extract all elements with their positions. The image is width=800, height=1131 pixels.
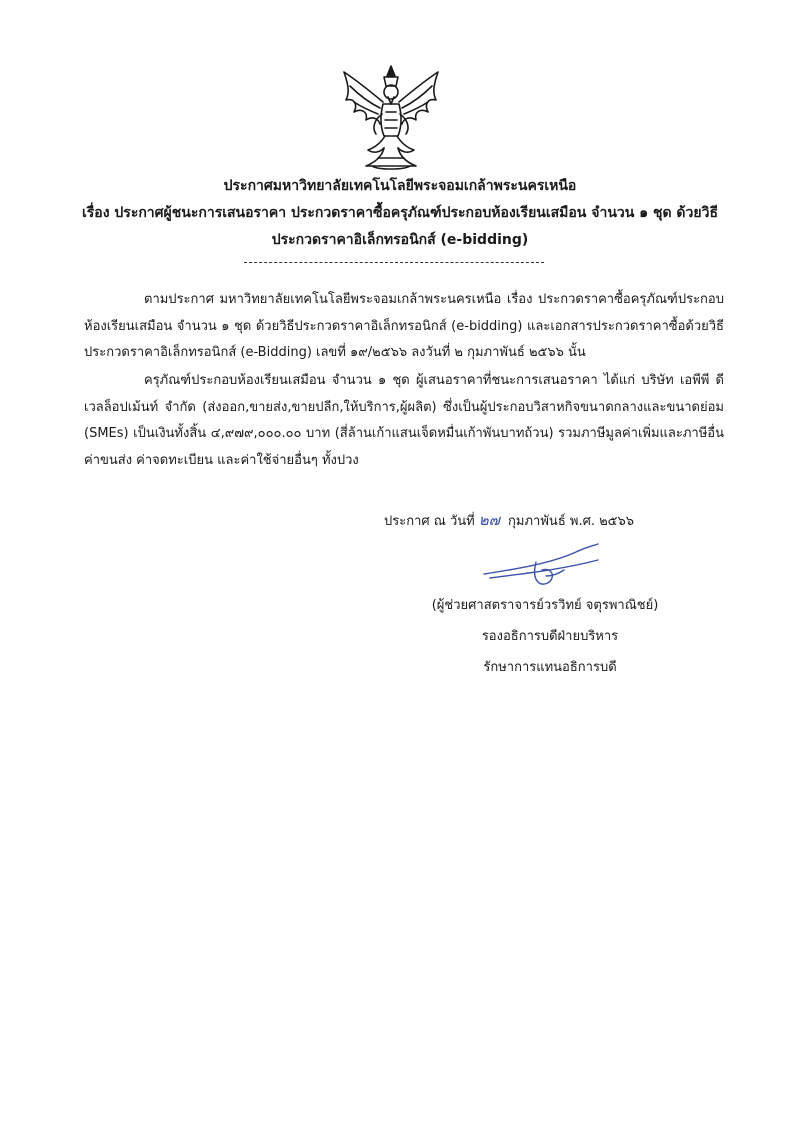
- signatory-name: (ผู้ช่วยศาสตราจารย์วรวิทย์ จตุรพาณิชย์): [431, 598, 659, 613]
- header-divider: [244, 262, 544, 263]
- body-paragraph-1: ตามประกาศ มหาวิทยาลัยเทคโนโลยีพระจอมเกล้าพระนครเหนือ เรื่อง ประกวดราคาซื้อครุภัณฑ์ประกอบห้องเรียนเสมือน จำนวน ๑ ชุด ด้วยวิธีประกวดราคาอิเล็กทรอนิกส์ (e-bidding) และเอกสารประกวดราคาซื้อด้วยวิธีประกวดราคาอิเล็กทรอนิกส์ (e-Bidding) เลขที่ ๑๙/๒๕๖๖ ลงวันที่ ๒ กุมภาพันธ์ ๒๕๖๖ นั้น: [84, 292, 724, 360]
- announcement-date: [384, 508, 634, 534]
- signature-icon: [480, 540, 610, 590]
- date-prefix: ประกาศ ณ วันที่: [384, 514, 475, 529]
- body-paragraph-2: ครุภัณฑ์ประกอบห้องเรียนเสมือน จำนวน ๑ ชุด ผู้เสนอราคาที่ชนะการเสนอราคา ได้แก่ บริษัท เอพีพี ดีเวลล็อปเม้นท์ จำกัด (ส่งออก,ขายส่ง,ขายปลีก,ให้บริการ,ผู้ผลิต) ซึ่งเป็นผู้ประกอบวิสาหกิจขนาดกลางและขนาดย่อม (SMEs) เป็นเงินทั้งสิ้น ๔,๙๗๙,๐๐๐.๐๐ บาท (สี่ล้านเก้าแสนเจ็ดหมื่นเก้าพันบาทถ้วน) รวมภาษีมูลค่าเพิ่มและภาษีอื่น ค่าขนส่ง ค่าจดทะเบียน และค่าใช้จ่ายอื่นๆ ทั้งปวง: [84, 373, 724, 468]
- date-suffix: กุมภาพันธ์ พ.ศ. ๒๕๖๖: [508, 514, 635, 529]
- announcement-subject: เรื่อง ประกาศผู้ชนะการเสนอราคา ประกวดราคาซื้อครุภัณฑ์ประกอบห้องเรียนเสมือน จำนวน ๑ ชุด ด้วยวิธี: [81, 205, 718, 221]
- announcement-subject-cont: ประกวดราคาอิเล็กทรอนิกส์ (e-bidding): [271, 232, 529, 248]
- announcement-title: ประกาศมหาวิทยาลัยเทคโนโลยีพระจอมเกล้าพระนครเหนือ: [223, 178, 577, 194]
- garuda-emblem-icon: [336, 62, 446, 174]
- handwritten-day: ๒๗: [478, 511, 500, 529]
- signatory-acting-position: รักษาการแทนอธิการบดี: [483, 660, 617, 675]
- signatory-position: รองอธิการบดีฝ่ายบริหาร: [481, 629, 619, 644]
